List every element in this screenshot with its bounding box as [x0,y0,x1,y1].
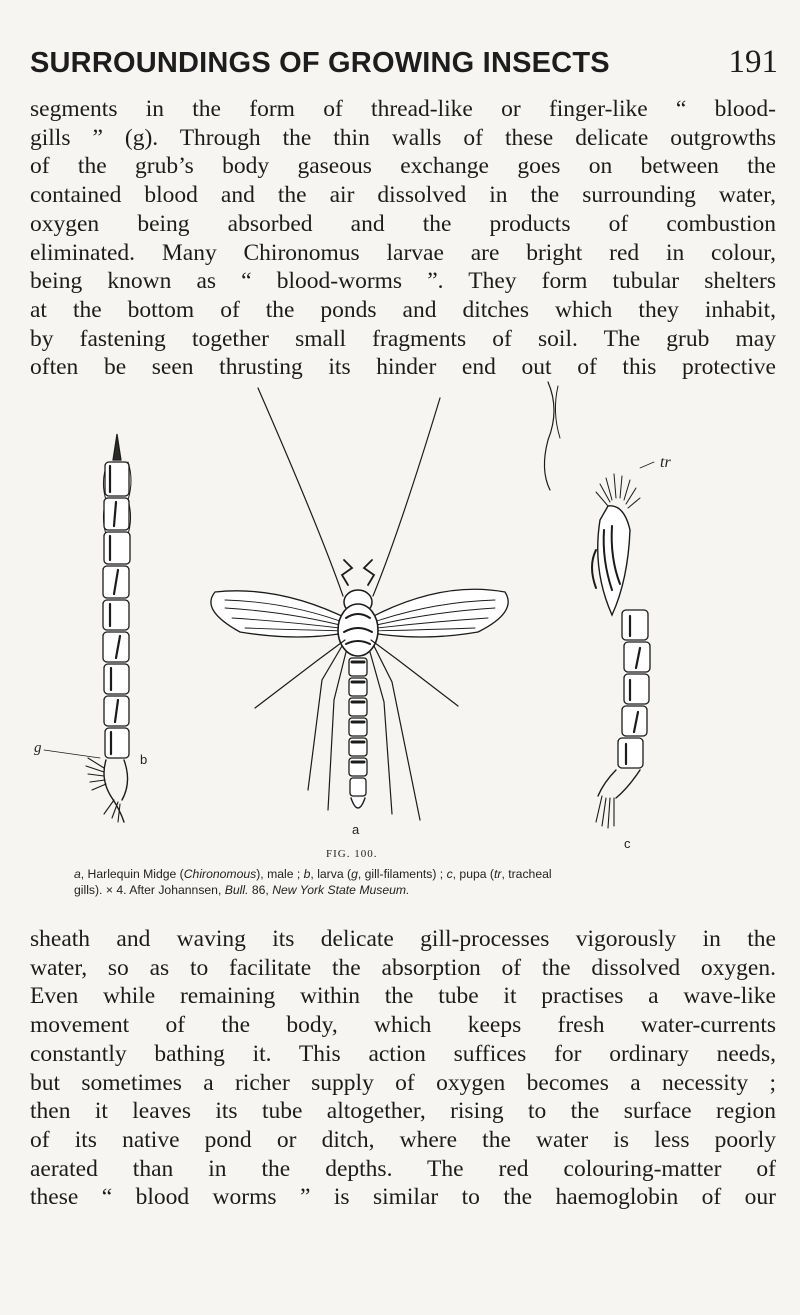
text-line: sheath and waving its delicate gill-processes vigorously in the [30,926,776,952]
text-line: at the bottom of the ponds and ditches which they inhabit, [30,296,776,323]
caption-museum: New York State Museum. [272,882,410,897]
label-b: b [140,752,148,767]
caption-text: , Harlequin Midge ( [80,867,184,881]
caption-text: , larva ( [310,867,352,881]
text-line: segments in the form of thread-like or finger-like “ blood- [30,96,776,122]
text-line: gills ” (g). Through the thin walls of these delicate outgrowths [30,124,776,151]
figure-100 [0,370,800,865]
caption-species: Chironomous [183,867,257,881]
text-line: constantly bathing it. This action suffices for ordinary needs, [30,1040,776,1067]
caption-bull: Bull. [224,882,249,897]
caption-text: ), male ; [256,867,304,881]
page-header [30,44,778,81]
text-line: of the grub’s body gaseous exchange goes on between the [30,153,776,180]
text-line: often be seen thrusting its hinder end out of this protective [30,354,776,381]
caption-text: , pupa ( [452,867,494,881]
label-a: a [352,822,360,837]
caption-letter-g: g [351,867,358,881]
figure-illustration [0,370,800,865]
text-line: but sometimes a richer supply of oxygen becomes a necessity ; [30,1069,776,1096]
text-line: water, so as to facilitate the absorption of the dissolved oxygen. [30,954,776,981]
text-line: by fastening together small fragments of soil. The grub may [30,325,776,352]
text-line: movement of the body, which keeps fresh water-currents [30,1012,776,1039]
paragraph-top [30,95,776,382]
text-line: these “ blood worms ” is similar to the haemoglobin of our [30,1184,776,1211]
label-tr: tr [660,454,671,471]
text-line: being known as “ blood-worms ”. They form tubular shelters [30,268,776,295]
text-line: Even while remaining within the tube it practises a wave-like [30,983,776,1010]
midge-drawing [211,388,508,820]
larva-drawing [86,434,131,822]
paragraph-bottom [30,925,776,1212]
caption-letter-tr: tr [494,867,502,881]
text-line: contained blood and the air dissolved in the surrounding water, [30,182,776,209]
caption-letter-a: a [74,867,81,881]
caption-text: gills). × 4. After Johannsen, [74,882,225,897]
figure-number: FIG. 100. [326,848,378,860]
text-line: of its native pond or ditch, where the water is less poorly [30,1126,776,1153]
caption-text: , gill-filaments) ; [357,867,447,881]
text-line: eliminated. Many Chironomus larvae are bright red in colour, [30,239,776,266]
running-head: SURROUNDINGS OF GROWING INSECTS [30,47,610,79]
label-g: g [34,740,42,756]
caption-text: 86, [248,882,273,897]
pupa-drawing [544,382,650,828]
caption-letter-c: c [446,867,453,881]
page-number: 191 [728,44,778,80]
text-line: aerated than in the depths. The red colouring-matter of [30,1155,776,1182]
text-line: then it leaves its tube altogether, rising to the surface region [30,1098,776,1125]
figure-caption [74,867,714,898]
caption-text: , tracheal [501,867,552,881]
caption-letter-b: b [303,867,311,881]
label-c: c [624,836,631,851]
text-line: oxygen being absorbed and the products of combustion [30,210,776,237]
